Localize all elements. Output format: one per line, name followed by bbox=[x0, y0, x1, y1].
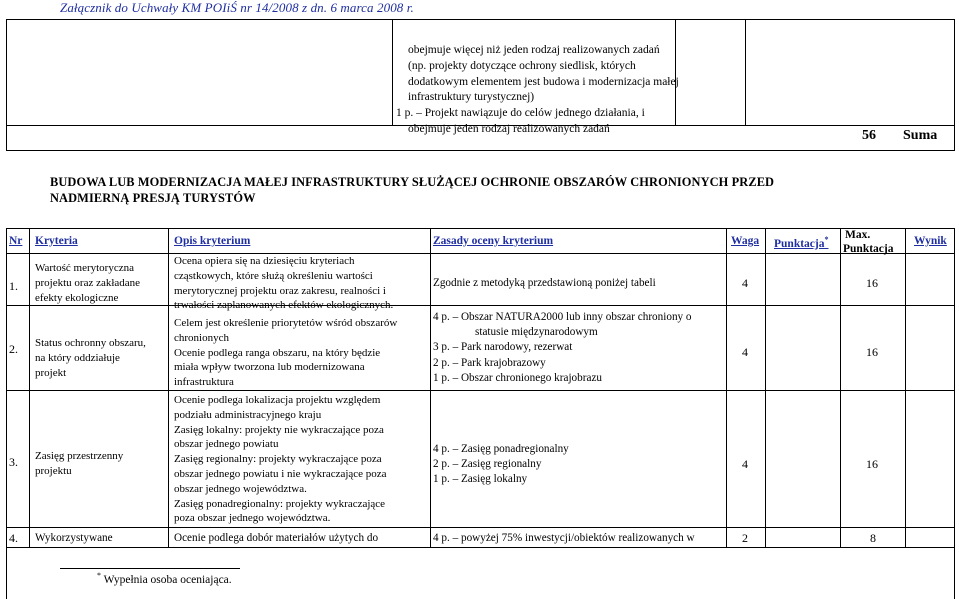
row3-opis-line: obszar jednego powiatu i nie wykraczające poza bbox=[174, 467, 387, 480]
col-wynik: Wynik bbox=[914, 235, 947, 247]
row4-zasady: 4 p. – powyżej 75% inwestycji/obiektów realizowanych w bbox=[433, 532, 695, 544]
row2-kryteria bbox=[35, 336, 146, 380]
row2-kryteria-line: Status ochronny obszaru, bbox=[35, 337, 146, 349]
row2-waga: 4 bbox=[742, 345, 748, 359]
row1-waga: 4 bbox=[742, 276, 748, 290]
top-line: 1 p. – Projekt nawiązuje do celów jednego działania, i bbox=[396, 107, 645, 120]
top-line: dodatkowym elementem jest budowa i modernizacja małej bbox=[408, 75, 679, 88]
row3-max: 16 bbox=[866, 457, 878, 471]
row2-opis bbox=[174, 316, 397, 390]
row3-opis-line: Zasięg regionalny: projekty wykraczające poza bbox=[174, 453, 382, 466]
top-line: infrastruktury turystycznej) bbox=[408, 91, 535, 104]
col-max-line2: Punktacja bbox=[843, 243, 894, 255]
row1-zasady: Zgodnie z metodyką przedstawioną poniżej tabeli bbox=[433, 277, 656, 289]
row2-zasady bbox=[433, 310, 692, 386]
row1-opis-line: merytorycznej projektu oraz zakresu, realności i bbox=[174, 284, 386, 297]
row2-kryteria-line: projekt bbox=[35, 366, 67, 379]
top-line: (np. projekty dotyczące ochrony siedlisk, których bbox=[408, 59, 636, 72]
sum-label: Suma bbox=[903, 128, 938, 143]
row1-kryteria-line: efekty ekologiczne bbox=[35, 291, 119, 304]
footnote bbox=[97, 571, 232, 586]
row2-max: 16 bbox=[866, 345, 878, 359]
col-punktacja-label: Punktacja bbox=[774, 237, 825, 250]
footnote-rule bbox=[60, 568, 240, 569]
row4-kryteria: Wykorzystywane bbox=[35, 532, 113, 544]
row3-opis-line: Zasięg lokalny: projekty nie wykraczające poza bbox=[174, 423, 384, 436]
row4-max: 8 bbox=[870, 531, 876, 545]
row2-opis-line: chronionych bbox=[174, 331, 229, 344]
row3-waga: 4 bbox=[742, 457, 748, 471]
top-line: obejmuje jeden rodzaj realizowanych zadań bbox=[408, 122, 610, 135]
col-punktacja bbox=[774, 235, 828, 250]
row3-opis-line: podziału administracyjnego kraju bbox=[174, 408, 322, 421]
row1-kryteria-line: projektu oraz zakładane bbox=[35, 276, 141, 289]
row3-kryteria bbox=[35, 449, 123, 479]
col-kryteria: Kryteria bbox=[35, 235, 78, 247]
row2-zasady-line: statusie międzynarodowym bbox=[475, 326, 598, 339]
page-header: Załącznik do Uchwały KM POIiŚ nr 14/2008 z dn. 6 marca 2008 r. bbox=[60, 0, 414, 15]
top-fragment-text bbox=[396, 43, 686, 138]
row2-zasady-line: 3 p. – Park narodowy, rezerwat bbox=[433, 341, 573, 354]
row2-opis-line: miała wpływ tworzona lub modernizowana bbox=[174, 361, 365, 374]
row3-opis-line: poza obszar jednego województwa. bbox=[174, 512, 331, 525]
row3-zasady-line: 4 p. – Zasięg ponadregionalny bbox=[433, 443, 569, 455]
col-max-line1: Max. bbox=[845, 229, 871, 241]
row1-kryteria-line: Wartość merytoryczna bbox=[35, 262, 134, 274]
row4-nr: 4. bbox=[9, 531, 18, 545]
col-waga: Waga bbox=[731, 235, 760, 247]
row1-kryteria bbox=[35, 261, 140, 305]
row2-opis-line: infrastruktura bbox=[174, 376, 234, 389]
row1-nr: 1. bbox=[9, 279, 18, 293]
section-title-line1: BUDOWA LUB MODERNIZACJA MAŁEJ INFRASTRUKTURY SŁUŻĄCEJ OCHRONIE OBSZARÓW CHRONIONYCH PRZED bbox=[50, 175, 775, 189]
row3-zasady-line: 2 p. – Zasięg regionalny bbox=[433, 458, 542, 471]
row3-opis bbox=[174, 393, 387, 526]
row2-nr: 2. bbox=[9, 342, 18, 356]
footnote-mark: * bbox=[97, 571, 101, 580]
row1-opis-line: trwałości zaplanowanych efektów ekologicznych. bbox=[174, 299, 394, 312]
row3-nr: 3. bbox=[9, 455, 18, 469]
col-nr: Nr bbox=[9, 235, 23, 247]
row2-zasady-line: 1 p. – Obszar chronionego krajobrazu bbox=[433, 371, 602, 384]
row1-opis bbox=[174, 254, 393, 313]
sum-value: 56 bbox=[862, 128, 876, 143]
section-title-line2: NADMIERNĄ PRESJĄ TURYSTÓW bbox=[50, 191, 256, 205]
col-zasady: Zasady oceny kryterium bbox=[433, 235, 554, 247]
row3-opis-line: Ocenie podlega lokalizacja projektu względem bbox=[174, 394, 381, 406]
row3-kryteria-line: projektu bbox=[35, 464, 72, 477]
section-title bbox=[50, 174, 950, 206]
row1-max: 16 bbox=[866, 276, 878, 290]
row2-zasady-line: 2 p. – Park krajobrazowy bbox=[433, 356, 546, 369]
row2-opis-line: Celem jest określenie priorytetów wśród obszarów bbox=[174, 317, 398, 329]
row2-kryteria-line: na który oddziałuje bbox=[35, 351, 120, 364]
row1-opis-line: Ocena opiera się na dziesięciu kryteriach bbox=[174, 255, 355, 267]
row3-zasady bbox=[433, 442, 569, 488]
col-punktacja-mark: * bbox=[824, 235, 829, 244]
row4-waga: 2 bbox=[742, 531, 748, 545]
row1-opis-line: cząstkowych, które służą określeniu wartości bbox=[174, 269, 373, 282]
col-max bbox=[843, 228, 893, 256]
row3-opis-line: obszar jednego powiatu bbox=[174, 438, 279, 451]
footnote-text: Wypełnia osoba oceniająca. bbox=[103, 573, 232, 586]
row2-zasady-line: 4 p. – Obszar NATURA2000 lub inny obszar chroniony o bbox=[433, 311, 692, 323]
row3-kryteria-line: Zasięg przestrzenny bbox=[35, 450, 124, 462]
row2-opis-line: Ocenie podlega ranga obszaru, na który będzie bbox=[174, 346, 381, 359]
row3-opis-line: Zasięg ponadregionalny: projekty wykraczające bbox=[174, 497, 386, 510]
col-opis: Opis kryterium bbox=[174, 235, 251, 247]
row4-opis: Ocenie podlega dobór materiałów użytych do bbox=[174, 532, 379, 544]
row3-zasady-line: 1 p. – Zasięg lokalny bbox=[433, 473, 528, 486]
top-line: obejmuje więcej niż jeden rodzaj realizowanych zadań bbox=[408, 44, 660, 56]
row3-opis-line: obszar jednego województwa. bbox=[174, 482, 307, 495]
